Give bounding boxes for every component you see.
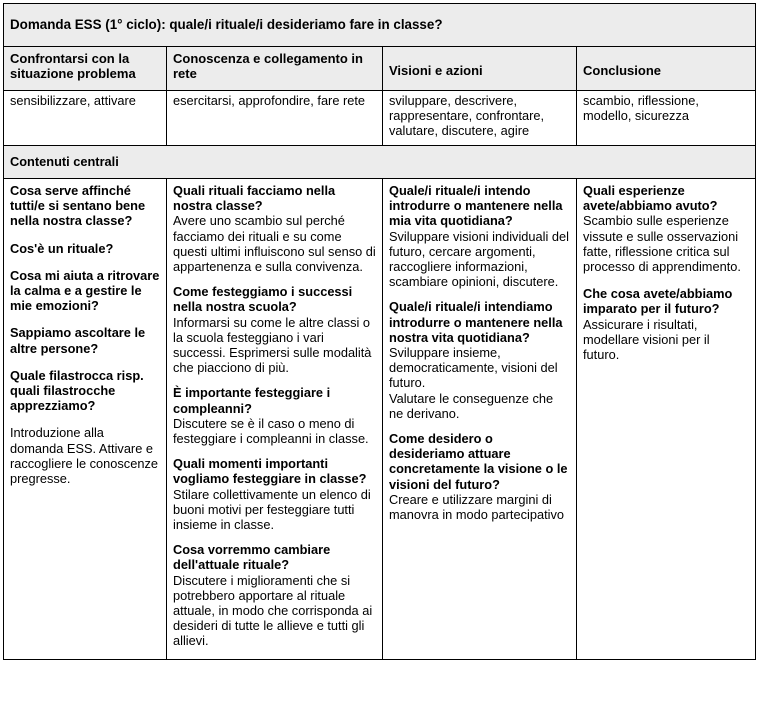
col1-text-6: Introduzione alla domanda ESS. Attivare e raccogliere le conoscenze pregresse. [10,425,158,487]
col4-question-2: Che cosa avete/abbiamo imparato per il futuro? [583,286,733,317]
col1-block-5 [10,368,160,414]
col2-text-5: Discutere i miglioramenti che si potrebbero apportare al rituale attuale, in modo che corrisponda ai desideri di tutte le allieve e tutti gli allievi. [173,572,373,649]
col3-question-1: Quale/i rituale/i intendo introdurre o mantenere nella mia vita quotidiana? [389,183,563,229]
col2-block-5 [173,542,376,648]
col3-text-3: Creare e utilizzare margini di manovra in modo partecipativo [389,491,564,523]
col1-question-4: Sappiamo ascoltare le altre persone? [10,325,146,356]
col1-question-1: Cosa serve affinché tutti/e si sentano bene nella nostra classe? [10,183,146,229]
ess-planning-table [3,3,756,660]
phase-subtitle-2: esercitarsi, approfondire, fare rete [167,91,383,146]
table-title: Domanda ESS (1° ciclo): quale/i rituale/i desideriamo fare in classe? [4,4,756,47]
col3-text-2a: Sviluppare insieme, democraticamente, visioni del futuro. [389,345,558,391]
phase-heading-1: Confrontarsi con la situazione problema [4,47,167,91]
col2-question-4: Quali momenti importanti vogliamo festeggiare in classe? [173,456,367,487]
col1-block-1 [10,183,160,229]
col2-question-1: Quali rituali facciamo nella nostra classe? [173,183,336,214]
content-col-4 [577,179,756,660]
col2-block-4 [173,456,376,532]
col1-question-5: Quale filastrocca risp. quali filastrocche apprezziamo? [10,367,144,414]
col3-question-2: Quale/i rituale/i intendiamo introdurre o mantenere nella nostra vita quotidiana? [389,299,563,345]
col2-question-2: Come festeggiamo i successi nella nostra scuola? [173,284,353,315]
col2-text-3: Discutere se è il caso o meno di festeggiare i compleanni in classe. [173,415,369,447]
col3-text-2b: Valutare le conseguenze che ne derivano. [389,390,554,421]
col4-block-1 [583,183,749,274]
col2-text-4: Stilare collettivamente un elenco di buoni motivi per festeggiare tutti insieme in classe. [173,486,371,533]
col4-text-1: Scambio sulle esperienze vissute e sulle osservazioni fatte, riflessione critica sul processo di apprendimento. [583,213,741,275]
phase-heading-2: Conoscenza e collegamento in rete [167,47,383,91]
phase-header-row [4,47,756,91]
section-row [4,146,756,179]
phase-heading-4: Conclusione [577,47,756,91]
col1-question-3: Cosa mi aiuta a ritrovare la calma e a gestire le mie emozioni? [10,267,160,314]
col2-block-2 [173,284,376,375]
col3-question-3: Come desidero o desideriamo attuare concretamente la visione o le visioni del futuro? [389,431,568,492]
col1-block-6 [10,425,160,486]
content-row [4,179,756,660]
title-row [4,4,756,47]
col3-block-3 [389,431,570,522]
phase-heading-3: Visioni e azioni [383,47,577,91]
content-col-1 [4,179,167,660]
col1-block-4 [10,325,160,355]
col3-block-1 [389,183,570,289]
col2-text-1: Avere uno scambio sul perché facciamo dei rituali e su come questi ultimi influiscono sul senso di appartenenza e sulla convivenza. [173,213,376,275]
phase-subtitle-3: sviluppare, descrivere, rappresentare, confrontare, valutare, discutere, agire [383,91,577,146]
col4-question-1: Quali esperienze avete/abbiamo avuto? [583,183,718,214]
phase-subtitle-4: scambio, riflessione, modello, sicurezza [577,91,756,146]
col2-text-2: Informarsi su come le altre classi o la scuola festeggiano i vari successi. Esprimersi sulle modalità che piacciono di più. [173,314,372,376]
section-label: Contenuti centrali [4,146,756,179]
col3-text-1: Sviluppare visioni individuali del futuro, cercare argomenti, raccogliere informazioni, scambiare opinioni, discutere. [389,228,569,290]
phase-subtitle-row [4,91,756,146]
col1-block-3 [10,268,160,314]
col1-question-2: Cos'è un rituale? [10,240,114,256]
content-col-2 [167,179,383,660]
col4-text-2: Assicurare i risultati, modellare visioni per il futuro. [583,316,710,363]
content-col-3 [383,179,577,660]
phase-subtitle-1: sensibilizzare, attivare [4,91,167,146]
col1-block-2 [10,241,160,256]
col2-block-1 [173,183,376,274]
col3-block-2 [389,299,570,421]
col2-question-5: Cosa vorremmo cambiare dell'attuale rituale? [173,542,331,573]
col2-question-3: È importante festeggiare i compleanni? [173,385,331,416]
col4-block-2 [583,286,749,362]
col2-block-3 [173,385,376,446]
